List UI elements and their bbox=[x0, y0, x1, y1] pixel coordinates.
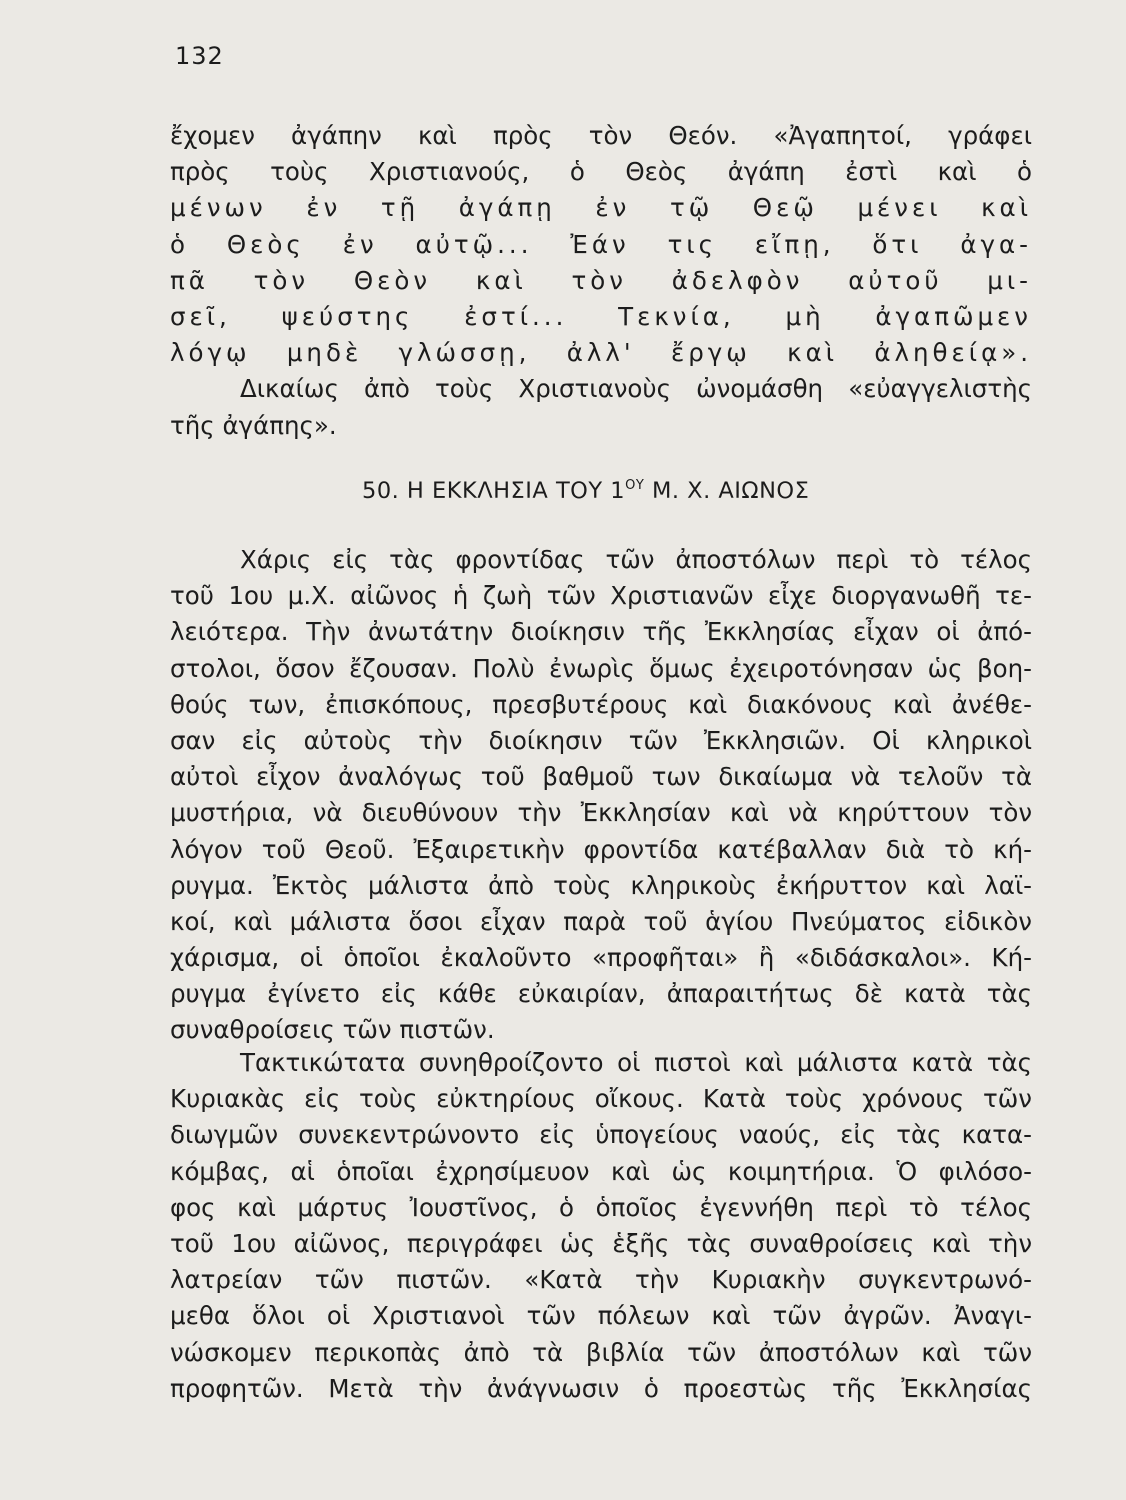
text-line: χάρισμα, οἱ ὁποῖοι ἐκαλοῦντο «προφῆται» ἢ «διδάσκαλοι». Κή- bbox=[170, 943, 1032, 973]
text-line: τοῦ 1ου μ.Χ. αἰῶνος ἡ ζωὴ τῶν Χριστιανῶν εἶχε διοργανωθῆ τε- bbox=[170, 581, 1032, 611]
heading-prefix: 50. Η ΕΚΚΛΗΣΙΑ ΤΟΥ 1 bbox=[362, 478, 626, 504]
text-line: μεθα ὅλοι οἱ Χριστιανοὶ τῶν πόλεων καὶ τῶν ἀγρῶν. Ἀναγι- bbox=[170, 1301, 1032, 1331]
text-line: φος καὶ μάρτυς Ἰουστῖνος, ὁ ὁποῖος ἐγεννήθη περὶ τὸ τέλος bbox=[170, 1192, 1032, 1222]
heading-superscript: ΟΥ bbox=[625, 478, 645, 493]
text-line: πρὸς τοὺς Χριστιανούς, ὁ Θεὸς ἀγάπη ἐστὶ καὶ ὁ bbox=[170, 157, 1032, 187]
text-line: αὐτοὶ εἶχον ἀναλόγως τοῦ βαθμοῦ των δικαίωμα νὰ τελοῦν τὰ bbox=[170, 762, 1032, 792]
text-line: συναθροίσεις τῶν πιστῶν. bbox=[170, 1015, 495, 1045]
text-line: ὁ Θεὸς ἐν αὐτῷ... Ἐάν τις εἴπῃ, ὅτι ἀγα- bbox=[170, 229, 1032, 259]
text-line: στολοι, ὅσον ἔζουσαν. Πολὺ ἐνωρὶς ὅμως ἐχειροτόνησαν ὡς βοη- bbox=[170, 653, 1032, 683]
paragraph-church-organization bbox=[170, 542, 1032, 1049]
text-line: σαν εἰς αὐτοὺς τὴν διοίκησιν τῶν Ἐκκλησιῶν. Οἱ κληρικοὶ bbox=[170, 725, 1032, 755]
text-line: ρυγμα ἐγίνετο εἰς κάθε εὐκαιρίαν, ἀπαραιτήτως δὲ κατὰ τὰς bbox=[170, 979, 1032, 1009]
text-line: τοῦ 1ου αἰῶνος, περιγράφει ὡς ἑξῆς τὰς συναθροίσεις καὶ τὴν bbox=[170, 1228, 1032, 1258]
text-line: διωγμῶν συνεκεντρώνοντο εἰς ὑπογείους ναούς, εἰς τὰς κατα- bbox=[170, 1120, 1032, 1150]
paragraph-gatherings bbox=[170, 1045, 1032, 1407]
text-line: Δικαίως ἀπὸ τοὺς Χριστιανοὺς ὠνομάσθη «εὐαγγελιστὴς bbox=[240, 374, 1032, 404]
text-line: ἔχομεν ἀγάπην καὶ πρὸς τὸν Θεόν. «Ἀγαπητοί, γράφει bbox=[170, 121, 1032, 150]
text-line: λόγον τοῦ Θεοῦ. Ἐξαιρετικὴν φροντίδα κατέβαλλαν διὰ τὸ κή- bbox=[170, 834, 1032, 864]
text-line: κοί, καὶ μάλιστα ὅσοι εἶχαν παρὰ τοῦ ἁγίου Πνεύματος εἰδικὸν bbox=[170, 906, 1032, 936]
text-line: κόμβας, αἱ ὁποῖαι ἐχρησίμευον καὶ ὡς κοιμητήρια. Ὁ φιλόσο- bbox=[170, 1156, 1032, 1186]
text-line: πᾶ τὸν Θεὸν καὶ τὸν ἀδελφὸν αὐτοῦ μι- bbox=[170, 265, 1032, 295]
text-line: μένων ἐν τῇ ἀγάπῃ ἐν τῷ Θεῷ μένει καὶ bbox=[170, 193, 1032, 223]
text-line: νώσκομεν περικοπὰς ἀπὸ τὰ βιβλία τῶν ἀποστόλων καὶ τῶν bbox=[170, 1337, 1032, 1367]
page-number: 132 bbox=[175, 42, 224, 70]
text-line: Τακτικώτατα συνηθροίζοντο οἱ πιστοὶ καὶ μάλιστα κατὰ τὰς bbox=[240, 1048, 1032, 1077]
text-line: λόγῳ μηδὲ γλώσσῃ, ἀλλ' ἔργῳ καὶ ἀληθείᾳ». bbox=[170, 338, 1032, 368]
text-line: ρυγμα. Ἐκτὸς μάλιστα ἀπὸ τοὺς κληρικοὺς ἐκήρυττον καὶ λαϊ- bbox=[170, 870, 1032, 900]
text-line: προφητῶν. Μετὰ τὴν ἀνάγνωσιν ὁ προεστὼς τῆς Ἐκκλησίας bbox=[170, 1373, 1032, 1403]
text-line: θούς των, ἐπισκόπους, πρεσβυτέρους καὶ διακόνους καὶ ἀνέθε- bbox=[170, 689, 1032, 719]
text-line: τῆς ἀγάπης». bbox=[170, 410, 337, 440]
section-heading bbox=[362, 478, 809, 504]
text-line: Χάρις εἰς τὰς φροντίδας τῶν ἀποστόλων περὶ τὸ τέλος bbox=[240, 545, 1032, 574]
text-line: μυστήρια, νὰ διευθύνουν τὴν Ἐκκλησίαν καὶ νὰ κηρύττουν τὸν bbox=[170, 798, 1032, 828]
heading-suffix: Μ. Χ. ΑΙΩΝΟΣ bbox=[644, 478, 810, 504]
text-line: λειότερα. Τὴν ἀνωτάτην διοίκησιν τῆς Ἐκκλησίας εἶχαν οἱ ἀπό- bbox=[170, 617, 1032, 647]
text-line: Κυριακὰς εἰς τοὺς εὐκτηρίους οἴκους. Κατὰ τοὺς χρόνους τῶν bbox=[170, 1084, 1032, 1114]
text-line: λατρείαν τῶν πιστῶν. «Κατὰ τὴν Κυριακὴν συγκεντρωνό- bbox=[170, 1265, 1032, 1295]
text-line: σεῖ, ψεύστης ἐστί... Τεκνία, μὴ ἀγαπῶμεν bbox=[170, 301, 1032, 331]
paragraph-agape-quote bbox=[170, 118, 1032, 444]
